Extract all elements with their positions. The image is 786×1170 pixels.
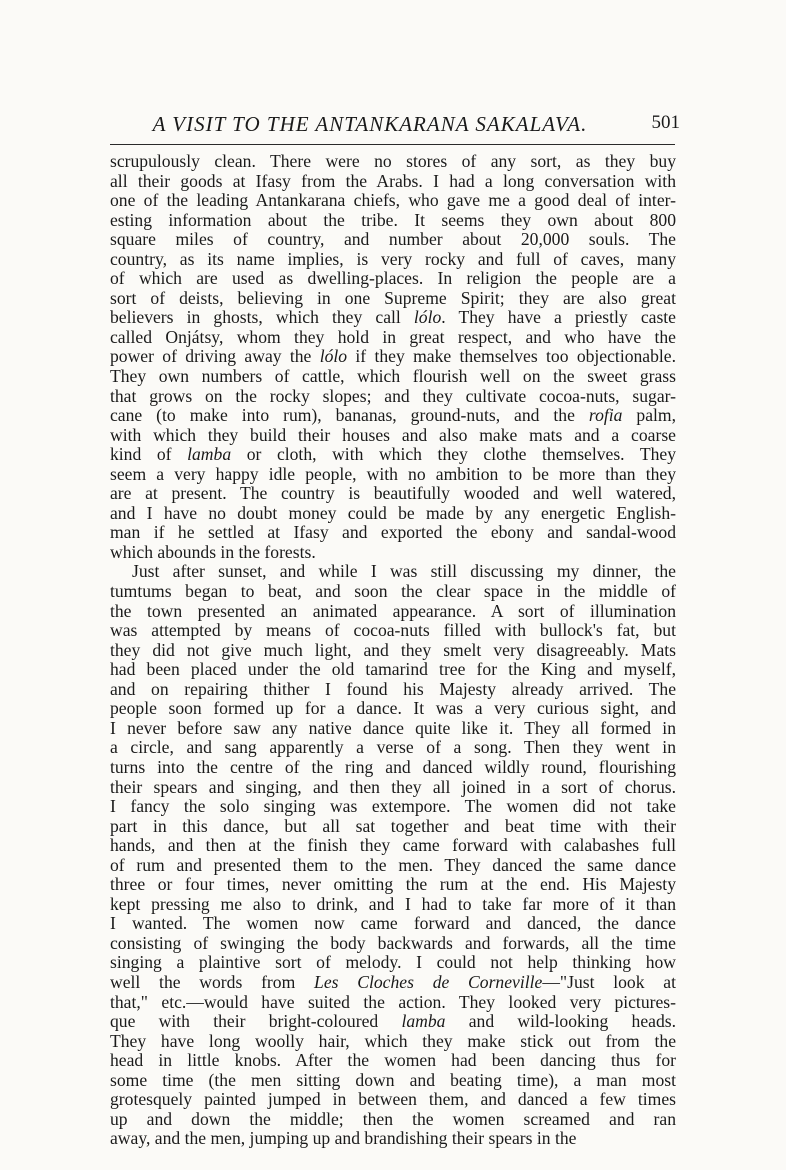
text-segment: They own numbers of cattle, which flourish well on the sweet grass xyxy=(110,366,676,387)
text-segment: one of the leading Antankarana chiefs, who gave me a good deal of inter- xyxy=(110,190,676,211)
text-segment: and wild-looking heads. xyxy=(445,1011,677,1032)
text-line xyxy=(110,895,676,915)
text-line xyxy=(110,250,676,270)
text-segment: that grows on the rocky slopes; and they cultivate cocoa-nuts, sugar- xyxy=(110,385,676,406)
text-segment: their spears and singing, and then they all joined in a sort of chorus. xyxy=(110,776,676,797)
text-segment: esting information about the tribe. It seems they own about 800 xyxy=(110,209,676,230)
text-segment: some time (the men sitting down and beating time), a man most xyxy=(110,1069,676,1090)
text-segment: three or four times, never omitting the rum at the end. His Majesty xyxy=(110,874,676,895)
text-segment: they did not give much light, and they smelt very disagreeably. Mats xyxy=(110,639,676,660)
text-line xyxy=(110,1090,676,1110)
text-segment: singing a plaintive sort of melody. I could not help thinking how xyxy=(110,952,676,973)
text-line xyxy=(110,680,676,700)
text-segment: cane (to make into rum), bananas, ground-nuts, and the xyxy=(110,405,589,426)
page-header xyxy=(110,112,680,142)
text-segment: of which are used as dwelling-places. In religion the people are a xyxy=(110,268,676,289)
text-line xyxy=(110,973,676,993)
text-line xyxy=(110,1051,676,1071)
text-segment: I never before saw any native dance quite like it. They all formed in xyxy=(110,717,676,738)
text-line xyxy=(110,562,676,582)
paragraph xyxy=(110,562,676,1148)
text-line xyxy=(110,914,676,934)
text-segment: called Onjátsy, whom they hold in great respect, and who have the xyxy=(110,326,676,347)
text-line xyxy=(110,426,676,446)
text-line xyxy=(110,1012,676,1032)
text-line xyxy=(110,211,676,231)
text-line xyxy=(110,621,676,641)
text-line xyxy=(110,445,676,465)
text-line xyxy=(110,778,676,798)
text-segment: They have long woolly hair, which they make stick out from the xyxy=(110,1030,676,1051)
text-line xyxy=(110,347,676,367)
text-line xyxy=(110,367,676,387)
paragraph xyxy=(110,152,676,562)
text-segment: and I have no doubt money could be made by any energetic English- xyxy=(110,502,676,523)
text-segment: or cloth, with which they clothe themselves. They xyxy=(231,444,677,465)
text-segment: square miles of country, and number about 20,000 souls. The xyxy=(110,229,676,250)
text-segment: consisting of swinging the body backwards and forwards, all the time xyxy=(110,932,676,953)
text-line xyxy=(110,875,676,895)
text-line xyxy=(110,289,676,309)
text-line xyxy=(110,523,676,543)
text-segment: head in little knobs. After the women had been dancing thus for xyxy=(110,1050,676,1071)
text-segment: scrupulously clean. There were no stores of any sort, as they buy xyxy=(110,151,676,171)
text-segment: which abounds in the forests. xyxy=(110,541,316,562)
body-text xyxy=(110,152,676,1149)
text-segment: had been placed under the old tamarind tree for the King and myself, xyxy=(110,659,676,680)
text-segment: are at present. The country is beautifully wooded and well watered, xyxy=(110,483,676,504)
text-segment: sort of deists, believing in one Supreme Spirit; they are also great xyxy=(110,287,676,308)
text-line xyxy=(110,308,676,328)
text-line xyxy=(110,758,676,778)
text-segment: country, as its name implies, is very rocky and full of caves, many xyxy=(110,248,676,269)
italic-text: lólo xyxy=(319,346,348,367)
text-line xyxy=(110,602,676,622)
text-line xyxy=(110,699,676,719)
text-line xyxy=(110,543,676,563)
text-segment: tumtums began to beat, and soon the clear space in the middle of xyxy=(110,581,676,602)
text-line xyxy=(110,641,676,661)
text-line xyxy=(110,817,676,837)
text-line xyxy=(110,387,676,407)
page-number: 501 xyxy=(651,112,680,133)
text-segment: all their goods at Ifasy from the Arabs. I had a long conversation with xyxy=(110,170,676,191)
text-line xyxy=(110,1071,676,1091)
text-line xyxy=(110,152,676,172)
text-segment: well the words from xyxy=(110,971,315,992)
text-segment: away, and the men, jumping up and brandishing their spears in the xyxy=(110,1128,577,1149)
text-line xyxy=(110,1129,676,1149)
text-line xyxy=(110,953,676,973)
text-segment: hands, and then at the finish they came forward with calabashes full xyxy=(110,835,676,856)
italic-text: lamba xyxy=(401,1011,446,1032)
text-line xyxy=(110,328,676,348)
text-line xyxy=(110,1110,676,1130)
text-line xyxy=(110,719,676,739)
text-line xyxy=(110,269,676,289)
running-title: A VISIT TO THE ANTANKARANA SAKALAVA. xyxy=(152,112,588,136)
text-segment: kind of xyxy=(110,444,188,465)
text-segment: turns into the centre of the ring and danced wildly round, flourishing xyxy=(110,756,676,777)
text-line xyxy=(110,172,676,192)
text-line xyxy=(110,230,676,250)
text-segment: if they make themselves too objectionable. xyxy=(347,346,676,367)
text-segment: of rum and presented them to the men. They danced the same dance xyxy=(110,854,676,875)
text-segment: believers in ghosts, which they call xyxy=(110,307,414,328)
text-line xyxy=(110,836,676,856)
text-segment: power of driving away the xyxy=(110,346,320,367)
text-line xyxy=(110,993,676,1013)
text-line xyxy=(110,504,676,524)
text-line xyxy=(110,856,676,876)
text-line xyxy=(110,738,676,758)
text-segment: kept pressing me also to drink, and I had to take far more of it than xyxy=(110,893,676,914)
text-segment: grotesquely painted jumped in between them, and danced a few times xyxy=(110,1089,676,1110)
text-line xyxy=(110,406,676,426)
text-segment: . They have a priestly caste xyxy=(441,307,676,328)
text-line xyxy=(110,934,676,954)
text-segment: with which they build their houses and also make mats and a coarse xyxy=(110,424,676,445)
text-segment: people soon formed up for a dance. It was a very curious sight, and xyxy=(110,698,676,719)
italic-text: lamba xyxy=(187,444,232,465)
italic-text: Les Cloches de Corneville xyxy=(314,971,543,992)
text-segment: a circle, and sang apparently a verse of a song. Then they went in xyxy=(110,737,676,758)
text-segment: part in this dance, but all sat together and beat time with their xyxy=(110,815,676,836)
text-segment: Just after sunset, and while I was still discussing my dinner, the xyxy=(132,561,676,582)
text-segment: that," etc.—would have suited the action. They looked very pictures- xyxy=(110,991,676,1012)
text-line xyxy=(110,582,676,602)
header-rule xyxy=(110,144,675,145)
text-segment: I fancy the solo singing was extempore. The women did not take xyxy=(110,796,676,817)
text-line xyxy=(110,484,676,504)
text-segment: up and down the middle; then the women screamed and ran xyxy=(110,1108,676,1129)
text-line xyxy=(110,797,676,817)
text-line xyxy=(110,465,676,485)
text-segment: I wanted. The women now came forward and danced, the dance xyxy=(110,913,676,934)
text-segment: seem a very happy idle people, with no ambition to be more than they xyxy=(110,463,676,484)
text-line xyxy=(110,1032,676,1052)
italic-text: rofia xyxy=(588,405,623,426)
text-segment: palm, xyxy=(622,405,676,426)
text-segment: que with their bright-coloured xyxy=(110,1011,402,1032)
text-line xyxy=(110,660,676,680)
text-segment: and on repairing thither I found his Majesty already arrived. The xyxy=(110,678,676,699)
text-segment: man if he settled at Ifasy and exported the ebony and sandal-wood xyxy=(110,522,676,543)
text-segment: was attempted by means of cocoa-nuts filled with bullock's fat, but xyxy=(110,620,676,641)
text-segment: the town presented an animated appearance. A sort of illumination xyxy=(110,600,676,621)
italic-text: lólo xyxy=(413,307,442,328)
text-line xyxy=(110,191,676,211)
text-segment: —"Just look at xyxy=(542,971,676,992)
